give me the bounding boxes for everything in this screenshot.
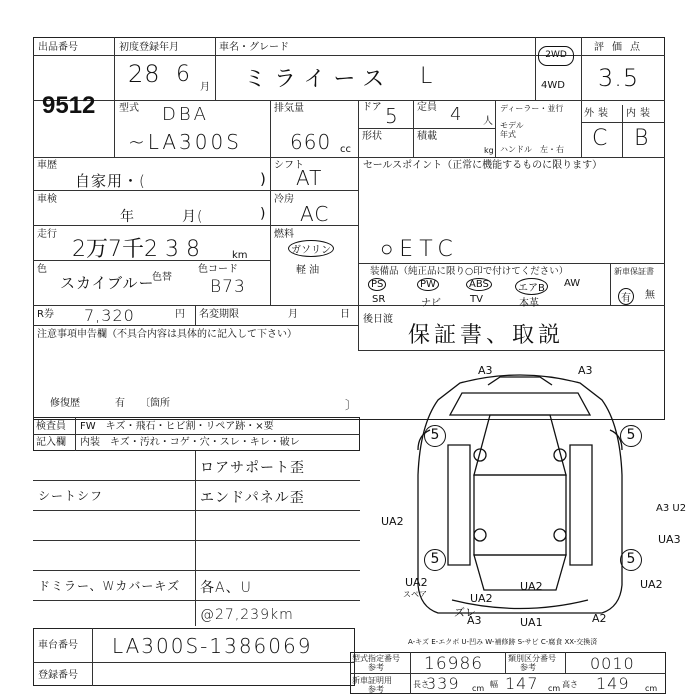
color: スカイブルー [60, 274, 155, 292]
repair-value: 有 [115, 398, 125, 409]
equipment-item: ABS [466, 278, 492, 291]
repair-place: 〔箇所 [140, 398, 170, 409]
equipment-label: 装備品（純正品に限り○印で付けてください） [370, 266, 569, 277]
lot-label: 出品番号 [38, 42, 78, 53]
model-year-label: モデル年式 [500, 121, 524, 139]
model-type-prefix: DBA [162, 104, 209, 125]
load-label: 積載 [417, 131, 437, 142]
equipment-item: SR [372, 294, 386, 305]
type-num-ref: 参考 [368, 663, 384, 672]
name-change-label: 名変期限 [199, 309, 239, 320]
height: 149 [596, 674, 630, 693]
mark-a3-front-left: A3 [478, 364, 493, 377]
width-unit: cm [548, 684, 561, 693]
fuel-label: 燃料 [274, 229, 294, 240]
mark-rear-a3: A3 [467, 614, 482, 627]
equipment-item: 本革 [519, 298, 539, 309]
disp-unit: cc [340, 144, 351, 155]
sales-point-label: セールスポイント（正常に機能するものに限ります） [363, 160, 603, 171]
shaken-month: 月( [182, 209, 204, 225]
grade: L [420, 64, 434, 89]
drive-4wd: 4WD [541, 80, 565, 91]
shape-label: 形状 [362, 131, 382, 142]
model-type-label: 型式 [119, 103, 139, 114]
color-code-label: 色コード [198, 264, 238, 275]
int-grade: B [634, 126, 650, 151]
inspector-row-1: FW キズ・飛石・ヒビ割・リペア跡・×要 [80, 421, 274, 432]
height-label: 高さ [562, 680, 578, 689]
color-change-label: 色替 [152, 272, 172, 283]
width: 147 [505, 674, 539, 693]
tire-front-left: 5 [424, 425, 446, 447]
car-name: ミライース [244, 67, 393, 92]
ext-grade: C [592, 126, 609, 151]
mark-right-a3-u2: A3 U2 [656, 503, 687, 514]
equipment-item: TV [470, 294, 483, 305]
disp-label: 排気量 [274, 103, 304, 114]
chassis-number: LA300S-1386069 [112, 634, 313, 658]
warranty-no: 無 [645, 290, 655, 301]
after-value: 保証書、取説 [408, 323, 565, 348]
fuel-diesel: 軽 油 [296, 265, 320, 276]
reg-month: 6 [176, 62, 191, 87]
mark-zure: ズレ [454, 606, 476, 619]
fuel-gas: ガソリン [288, 240, 334, 257]
cert-ref: 参考 [368, 685, 384, 694]
name-change-day: 日 [340, 309, 350, 320]
model-type-code: ~LA300S [128, 130, 242, 154]
recycle-unit: 円 [175, 309, 185, 320]
doors: 5 [385, 104, 399, 128]
capacity-label: 定員 [417, 102, 437, 113]
class-ref: 参考 [520, 663, 536, 672]
shaken-year: 年 [120, 209, 135, 225]
reg-number-label: 登録番号 [38, 670, 78, 681]
reg-label: 初度登録年月 [119, 42, 179, 53]
drive-2wd: 2WD [538, 46, 574, 66]
chassis-label: 車台番号 [38, 640, 78, 651]
sales-point-value: ○ETC [380, 237, 459, 262]
inspector-label-1: 検査員 [36, 421, 66, 432]
class-num: 0010 [590, 654, 635, 673]
after-label: 後日渡 [363, 314, 393, 325]
equipment-item: PS [368, 278, 386, 291]
remark-right: 各A、U [200, 580, 252, 596]
displacement: 660 [290, 130, 332, 154]
remark-right: @27,239km [200, 607, 294, 623]
mark-a3-front-right: A3 [578, 364, 593, 377]
history-label: 車歴 [37, 160, 57, 171]
ac-label: 冷房 [274, 194, 294, 205]
type-num: 16986 [424, 654, 484, 674]
mark-rear-a2: A2 [592, 612, 607, 625]
inspector-row-2: 内装 キズ・汚れ・コゲ・穴・スレ・キレ・破レ [80, 437, 300, 448]
tire-front-right: 5 [620, 425, 642, 447]
length-unit: cm [472, 684, 485, 693]
recycle-label: R券 [37, 309, 54, 320]
shaken-label: 車検 [37, 194, 57, 205]
equipment-item: PW [417, 278, 439, 291]
ac: AC [300, 202, 330, 226]
mileage-label: 走行 [37, 229, 57, 240]
mark-rear-right-ua2: UA2 [640, 578, 663, 591]
equipment-item: ナビ [421, 298, 441, 309]
mark-rear-left-ua2: UA2 [405, 576, 428, 589]
damage-legend: A-キズ E-エクボ U-凹み W-補修跡 S-サビ C-腐食 XX-交換済 [408, 638, 598, 646]
color-label: 色 [37, 264, 47, 275]
capacity: 4 [450, 104, 463, 125]
mileage: 2万7千2 3 8 [72, 237, 200, 262]
name-label: 車名・グレード [219, 42, 289, 53]
mark-rear-center-ua2: UA2 [520, 580, 543, 593]
warranty-yes: 有 [618, 288, 634, 305]
load-unit: kg [484, 146, 494, 155]
class-label: 類別区分番号 [508, 654, 556, 663]
tire-rear-left: 5 [424, 549, 446, 571]
capacity-unit: 人 [483, 116, 493, 127]
reg-month-unit: 月 [200, 82, 210, 93]
int-label: 内装 [626, 108, 654, 119]
remark-right: エンドパネル歪 [200, 490, 305, 506]
history-value: 自家用・( [75, 172, 146, 190]
mark-right-ua3: UA3 [658, 533, 681, 546]
ext-label: 外装 [584, 108, 612, 119]
cert-label: 新車証明用 [352, 676, 392, 685]
shift-label: シフト [274, 160, 304, 171]
mileage-unit: km [232, 250, 248, 261]
spare-label: スペア [403, 590, 427, 599]
repair-label: 修復歴 [50, 398, 80, 409]
mark-rear-ua2: UA2 [470, 592, 493, 605]
score-value: 3.5 [598, 64, 640, 92]
lot-number: 9512 [42, 92, 96, 119]
remark-right: ロアサポート歪 [200, 460, 305, 476]
width-label: 幅 [490, 680, 498, 689]
mark-left-ua2: UA2 [381, 515, 404, 528]
equipment-item: AW [564, 278, 581, 289]
shift: AT [296, 166, 323, 190]
length-label: 長さ [413, 680, 429, 689]
equipment-item: エアB [515, 278, 548, 295]
tire-rear-right: 5 [620, 549, 642, 571]
name-change-month: 月 [288, 309, 298, 320]
color-code: B73 [210, 277, 246, 297]
remark-left: シートシフ [38, 489, 104, 503]
notes-label: 注意事項申告欄（不具合内容は具体的に記入して下さい） [37, 329, 297, 340]
score-label: 評価点 [594, 42, 648, 53]
type-num-label: 型式指定番号 [352, 654, 400, 663]
remark-left: ドミラー、Wカバーキズ [38, 579, 181, 593]
warranty-label: 新車保証書 [614, 267, 654, 276]
length: 339 [426, 674, 460, 693]
dealer-label: ディーラー・並行 [500, 104, 564, 113]
height-unit: cm [645, 684, 658, 693]
door-label: ドア [362, 102, 382, 113]
mark-rear-ua1: UA1 [520, 616, 543, 629]
handle-options: 左・右 [540, 145, 564, 154]
handle-label: ハンドル [500, 145, 532, 154]
recycle-value: 7,320 [84, 306, 135, 325]
inspector-label-2: 記入欄 [36, 437, 66, 448]
reg-year: 28 [128, 60, 161, 88]
